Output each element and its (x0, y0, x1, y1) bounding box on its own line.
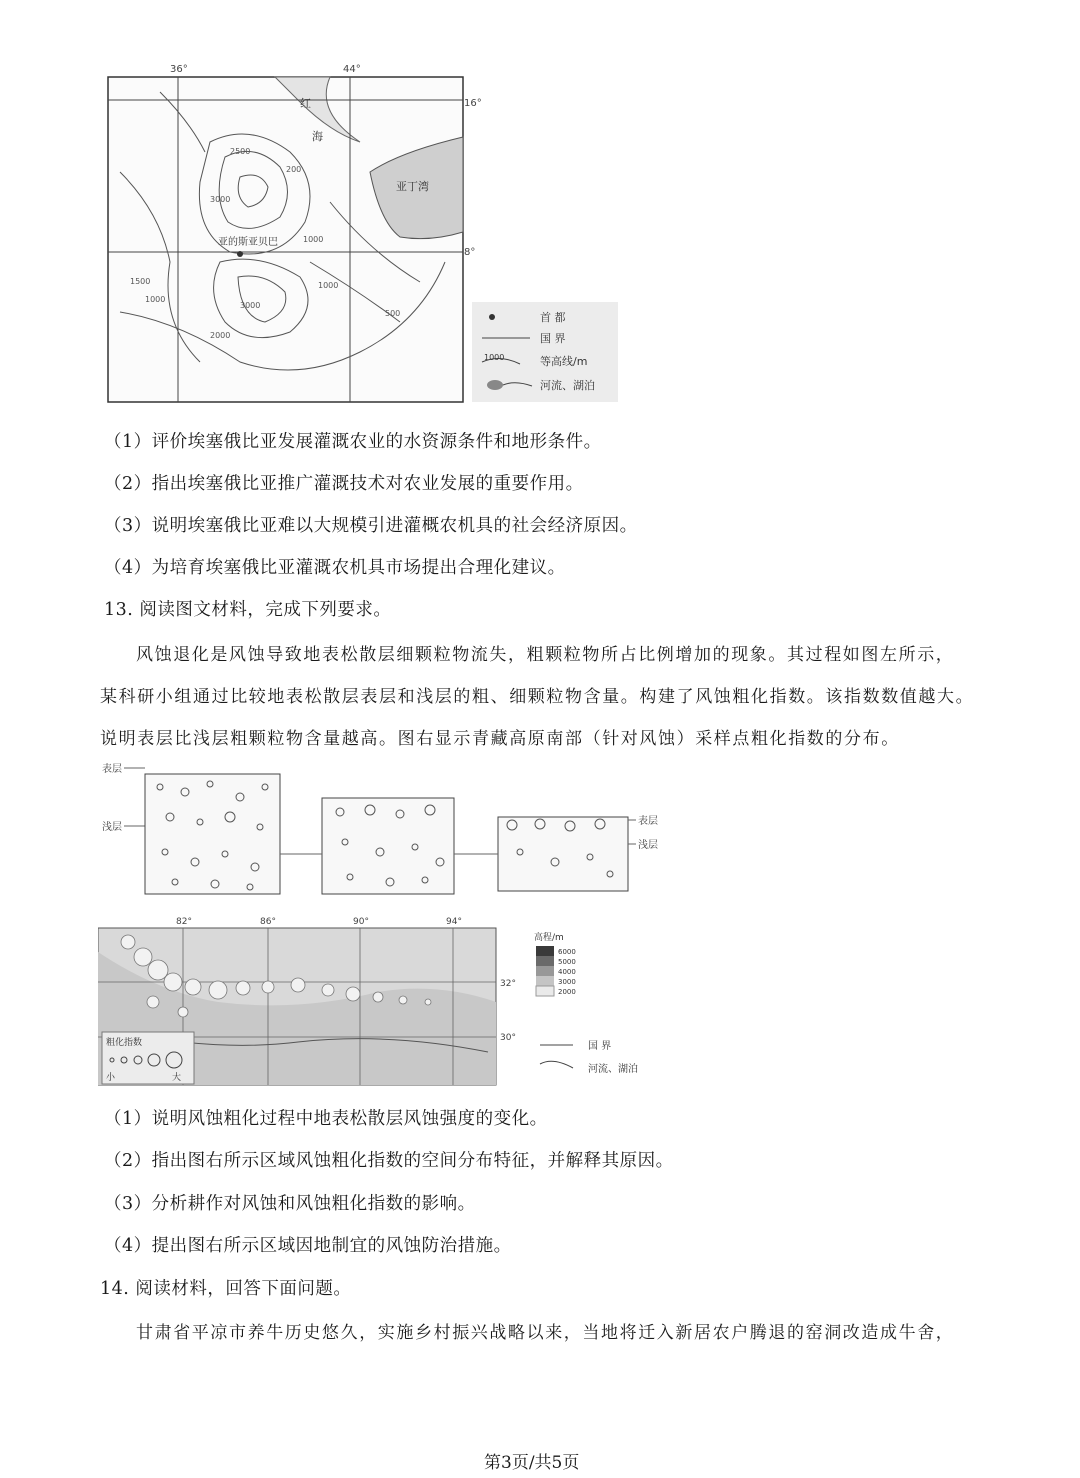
label-red: 红 (300, 97, 311, 110)
index-legend-large: 大 (172, 1073, 182, 1083)
q12-sub-3: （3）说明埃塞俄比亚难以大规模引进灌概农机具的社会经济原因。 (104, 516, 638, 536)
legend-contour: 等高线/m (540, 355, 588, 368)
page-footer: 第3页/共5页 (484, 1453, 580, 1473)
contour-label: 3000 (210, 195, 231, 204)
lon-label-90: 90° (353, 917, 369, 927)
lon-label-86: 86° (260, 917, 276, 927)
q13-heading: 13. 阅读图文材料，完成下列要求。 (104, 600, 392, 620)
label-surface-layer: 表层 (102, 764, 122, 775)
elevation-value: 2000 (558, 988, 576, 996)
contour-label: 2500 (230, 147, 251, 156)
coarsening-process-diagram (100, 762, 700, 902)
label-addis-ababa: 亚的斯亚贝巴 (218, 237, 278, 248)
elevation-value: 4000 (558, 968, 576, 976)
label-shallow-layer-right: 浅层 (638, 840, 658, 851)
capital-dot-icon (489, 314, 495, 320)
contour-label: 3000 (240, 301, 261, 310)
lat-label-30: 30° (500, 1033, 516, 1043)
ethiopia-map (100, 62, 620, 412)
legend-border-2: 国 界 (588, 1041, 612, 1052)
legend-capital: 首 都 (540, 311, 566, 324)
lat-label-16: 16° (464, 98, 482, 109)
lon-label-36: 36° (170, 64, 188, 75)
q13-sub-2: （2）指出图右所示区域风蚀粗化指数的空间分布特征，并解释其原因。 (104, 1151, 674, 1171)
q13-paragraph-line-1: 风蚀退化是风蚀导致地表松散层细颗粒物流失，粗颗粒物所占比例增加的现象。其过程如图左所示， (136, 645, 955, 665)
q12-sub-4: （4）为培育埃塞俄比亚灌溉农机具市场提出合理化建议。 (104, 558, 566, 578)
q14-heading: 14. 阅读材料，回答下面问题。 (100, 1279, 352, 1299)
river-lake-icon (487, 380, 503, 390)
label-surface-layer-right: 表层 (638, 816, 658, 827)
q14-paragraph-line-1: 甘肃省平凉市养牛历史悠久，实施乡村振兴战略以来，当地将迁入新居农户腾退的窑洞改造成牛舍， (136, 1323, 955, 1343)
lat-label-8: 8° (464, 247, 476, 258)
tibet-map-svg (98, 912, 668, 1087)
lat-label-32: 32° (500, 979, 516, 989)
index-legend-title: 粗化指数 (106, 1038, 143, 1048)
q13-sub-4: （4）提出图右所示区域因地制宜的风蚀防治措施。 (104, 1236, 512, 1256)
contour-label: 1000 (145, 295, 166, 304)
legend-contour-value: 1000 (484, 353, 505, 362)
q13-paragraph-line-3: 说明表层比浅层粗颗粒物含量越高。图右显示青藏高原南部（针对风蚀）采样点粗化指数的分布。 (100, 729, 900, 749)
legend-river-lake: 河流、湖泊 (540, 379, 595, 392)
legend-border: 国 界 (540, 332, 566, 345)
q13-sub-1: （1）说明风蚀粗化过程中地表松散层风蚀强度的变化。 (104, 1109, 548, 1129)
river-lake-icon (540, 1061, 573, 1068)
label-shallow-layer: 浅层 (102, 822, 122, 833)
contour-label: 1500 (130, 277, 151, 286)
legend-river-lake-2: 河流、湖泊 (588, 1064, 638, 1075)
contour-label: 2000 (210, 331, 231, 340)
elevation-value: 5000 (558, 958, 576, 966)
contour-label: 200 (286, 165, 302, 174)
lon-label-44: 44° (343, 64, 361, 75)
contour-label: 500 (385, 309, 401, 318)
lon-label-94: 94° (446, 917, 462, 927)
contour-label: 1000 (303, 235, 324, 244)
elevation-value: 3000 (558, 978, 576, 986)
index-legend-small: 小 (106, 1073, 116, 1083)
elevation-legend-title: 高程/m (534, 933, 564, 943)
label-gulf-of-aden: 亚丁湾 (396, 180, 429, 193)
lon-label-82: 82° (176, 917, 192, 927)
q13-sub-3: （3）分析耕作对风蚀和风蚀粗化指数的影响。 (104, 1194, 476, 1214)
q12-sub-2: （2）指出埃塞俄比亚推广灌溉技术对农业发展的重要作用。 (104, 474, 584, 494)
ethiopia-map-svg (100, 62, 620, 412)
q12-sub-1: （1）评价埃塞俄比亚发展灌溉农业的水资源条件和地形条件。 (104, 432, 602, 452)
coarsening-process-svg (100, 762, 700, 902)
q13-paragraph-line-2: 某科研小组通过比较地表松散层表层和浅层的粗、细颗粒物含量。构建了风蚀粗化指数。该指数数值越大。 (100, 687, 975, 707)
tibet-index-map (98, 912, 668, 1087)
label-sea: 海 (312, 130, 323, 143)
elevation-value: 6000 (558, 948, 576, 956)
contour-label: 1000 (318, 281, 339, 290)
